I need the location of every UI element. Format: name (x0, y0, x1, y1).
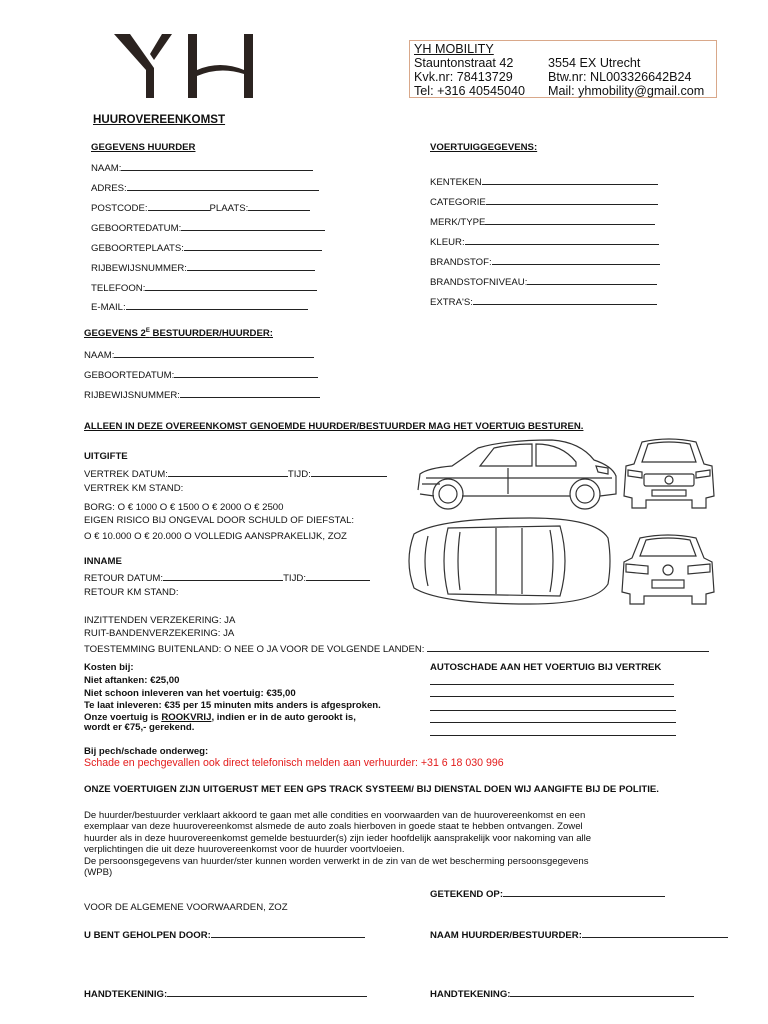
second-heading-post: BESTUURDER/HUURDER: (149, 328, 273, 340)
renter-adres-field[interactable] (127, 181, 319, 191)
renter-postcode-row (91, 201, 310, 214)
handtekening-left-field[interactable] (167, 987, 367, 997)
vehicle-kenteken-row (430, 175, 658, 188)
borg-options[interactable]: BORG: O € 1000 O € 1500 O € 2000 O € 2500 (84, 502, 284, 513)
second-geboortedatum-row (84, 368, 318, 381)
car-front-view-diagram (620, 436, 718, 512)
company-tel: Tel: +316 40545040 (414, 84, 525, 98)
gps-notice: ONZE VOERTUIGEN ZIJN UITGERUST MET EEN GPS TRACK SYSTEEM/ BIJ DIENSTAL DOEN WIJ AANGIFTE BIJ DE POLITIE. (84, 784, 659, 795)
ruit-banden-verzekering: RUIT-BANDENVERZEKERING: JA (84, 628, 235, 639)
car-side-view-diagram (412, 438, 620, 512)
second-naam-label: NAAM: (84, 350, 115, 361)
renter-postcode-label: POSTCODE: (91, 203, 148, 214)
retour-datum-field[interactable] (163, 571, 283, 581)
renter-rijbewijs-row (91, 261, 315, 274)
cost-aftanken: Niet aftanken: €25,00 (84, 675, 180, 686)
document-title: HUUROVEREENKOMST (93, 113, 226, 126)
renter-telefoon-field[interactable] (145, 281, 317, 291)
costs-heading: Kosten bij: (84, 662, 134, 673)
buitenland-label: TOESTEMMING BUITENLAND: O NEE O JA VOOR DE VOLGENDE LANDEN: (84, 644, 425, 655)
renter-rijbewijs-label: RIJBEWIJSNUMMER: (91, 263, 187, 274)
renter-email-row (91, 300, 308, 313)
vehicle-kenteken-label: KENTEKEN (430, 177, 482, 188)
renter-geboorteplaats-field[interactable] (184, 241, 322, 251)
naam-huurder-field[interactable] (582, 928, 728, 938)
vehicle-kenteken-field[interactable] (482, 175, 658, 185)
declaration-line: exemplaar van deze huurovereenkomst alsmede de auto zoals hierboven in goede staat te hebben ontvangen. Zowel (84, 821, 583, 833)
renter-rijbewijs-field[interactable] (187, 261, 315, 271)
company-street: Stauntonstraat 42 (414, 56, 514, 70)
damage-heading: AUTOSCHADE AAN HET VOERTUIG BIJ VERTREK (430, 662, 662, 673)
vehicle-niveau-label: BRANDSTOFNIVEAU: (430, 277, 528, 288)
vehicle-kleur-field[interactable] (465, 235, 659, 245)
geholpen-row (84, 928, 365, 941)
renter-heading: GEGEVENS HUURDER (91, 142, 196, 153)
getekend-field[interactable] (503, 887, 665, 897)
geholpen-field[interactable] (211, 928, 365, 938)
vehicle-kleur-row (430, 235, 659, 248)
handtekening-right-label: HANDTEKENING: (430, 989, 511, 1000)
second-geboortedatum-field[interactable] (174, 368, 318, 378)
inzittenden-verzekering: INZITTENDEN VERZEKERING: JA (84, 615, 236, 626)
company-btw: Btw.nr: NL003326642B24 (548, 70, 692, 84)
rook-pre: Onze voertuig is (84, 712, 162, 723)
renter-email-field[interactable] (126, 300, 308, 310)
renter-plaats-field[interactable] (248, 201, 310, 211)
vertrek-tijd-field[interactable] (311, 467, 387, 477)
vertrek-row (84, 467, 387, 480)
vehicle-extras-label: EXTRA'S: (430, 297, 473, 308)
geholpen-label: U BENT GEHOLPEN DOOR: (84, 930, 211, 941)
voorwaarden-note: VOOR DE ALGEMENE VOORWAARDEN, ZOZ (84, 902, 288, 913)
cost-schoon: Niet schoon inleveren van het voertuig: €35,00 (84, 688, 296, 699)
second-geboortedatum-label: GEBOORTEDATUM: (84, 370, 175, 381)
rook-word: ROOKVRIJ (161, 712, 212, 723)
vertrek-datum-field[interactable] (168, 467, 288, 477)
getekend-row (430, 887, 665, 900)
second-driver-heading (84, 326, 273, 339)
vehicle-brandstof-label: BRANDSTOF: (430, 257, 492, 268)
renter-plaats-label: PLAATS: (209, 203, 249, 214)
renter-geboortedatum-row (91, 221, 325, 234)
declaration-line: De persoonsgegevens van huurder/ster kunnen worden verwerkt in de zin van de wet bescherming persoonsgegevens (84, 855, 589, 867)
naam-huurder-row (430, 928, 728, 941)
eigen-risico-label: EIGEN RISICO BIJ ONGEVAL DOOR SCHULD OF DIEFSTAL: (84, 515, 355, 526)
vehicle-brandstof-field[interactable] (492, 255, 660, 265)
renter-email-label: E-MAIL: (91, 302, 126, 313)
getekend-label: GETEKEND OP: (430, 889, 504, 900)
declaration-text (84, 810, 674, 878)
renter-geboorteplaats-row (91, 241, 322, 254)
damage-line-4[interactable] (430, 722, 676, 723)
damage-line-2[interactable] (430, 696, 674, 697)
vertrek-tijd-label: TIJD: (287, 469, 311, 480)
vehicle-extras-field[interactable] (473, 295, 657, 305)
vehicle-merk-row (430, 215, 655, 228)
renter-telefoon-row (91, 281, 317, 294)
vertrek-datum-label: VERTREK DATUM: (84, 469, 168, 480)
vehicle-kleur-label: KLEUR: (430, 237, 465, 248)
renter-adres-row (91, 181, 319, 194)
company-city: 3554 EX Utrecht (548, 56, 641, 70)
company-logo (110, 30, 270, 106)
rook-post: , indien er in de auto gerookt is, (211, 712, 356, 723)
car-rear-view-diagram (618, 532, 718, 608)
renter-naam-row (91, 161, 313, 174)
second-naam-field[interactable] (114, 348, 314, 358)
driver-notice: ALLEEN IN DEZE OVEREENKOMST GENOEMDE HUURDER/BESTUURDER MAG HET VOERTUIG BESTUREN. (84, 421, 584, 432)
declaration-line: verplichtingen die uit deze huurovereenkomst voor de huurder voortvloeien. (84, 844, 405, 856)
vehicle-categorie-field[interactable] (486, 195, 658, 205)
renter-naam-label: NAAM: (91, 163, 122, 174)
inname-heading: INNAME (84, 556, 122, 567)
company-name: YH MOBILITY (414, 42, 494, 56)
declaration-line: (WPB) (84, 867, 113, 879)
breakdown-contact: Schade en pechgevallen ook direct telefonisch melden aan verhuurder: +31 6 18 030 996 (84, 757, 504, 769)
cost-laat: Te laat inleveren: €35 per 15 minuten mits anders is afgesproken. (84, 700, 381, 711)
vehicle-niveau-field[interactable] (527, 275, 657, 285)
vehicle-niveau-row (430, 275, 657, 288)
renter-telefoon-label: TELEFOON: (91, 283, 146, 294)
renter-postcode-field[interactable] (148, 201, 210, 211)
handtekening-right-field[interactable] (510, 987, 694, 997)
vehicle-extras-row (430, 295, 657, 308)
vehicle-merk-field[interactable] (485, 215, 655, 225)
handtekening-right-row (430, 987, 694, 1000)
vehicle-brandstof-row (430, 255, 660, 268)
retour-row (84, 571, 370, 584)
renter-adres-label: ADRES: (91, 183, 127, 194)
handtekening-left-row (84, 987, 367, 1000)
vehicle-categorie-label: CATEGORIE (430, 197, 486, 208)
damage-line-3[interactable] (430, 710, 676, 711)
second-rijbewijs-row (84, 388, 320, 401)
vehicle-categorie-row (430, 195, 658, 208)
cost-rook-line2: wordt er €75,- gerekend. (84, 722, 195, 733)
retour-km-label: RETOUR KM STAND: (84, 587, 179, 598)
retour-tijd-field[interactable] (306, 571, 370, 581)
retour-datum-label: RETOUR DATUM: (84, 573, 164, 584)
second-heading-sup: E (145, 328, 150, 334)
yh-logo-icon (110, 30, 270, 106)
renter-naam-field[interactable] (121, 161, 313, 171)
eigen-risico-options[interactable]: O € 10.000 O € 20.000 O VOLLEDIG AANSPRAKELIJK, ZOZ (84, 531, 347, 542)
second-naam-row (84, 348, 314, 361)
second-rijbewijs-label: RIJBEWIJSNUMMER: (84, 390, 180, 401)
buitenland-field[interactable] (427, 642, 709, 652)
uitgifte-heading: UITGIFTE (84, 451, 128, 462)
renter-geboortedatum-field[interactable] (181, 221, 325, 231)
handtekening-left-label: HANDTEKENINIG: (84, 989, 168, 1000)
company-kvk: Kvk.nr: 78413729 (414, 70, 513, 84)
second-heading-pre: GEGEVENS 2 (84, 328, 146, 340)
company-info-box (409, 40, 717, 98)
buitenland-row (84, 642, 709, 655)
breakdown-heading: Bij pech/schade onderweg: (84, 746, 209, 757)
renter-geboorteplaats-label: GEBOORTEPLAATS: (91, 243, 184, 254)
declaration-line: De huurder/bestuurder verklaart akkoord te gaan met alle condities en voorwaarden van de huurovereenkomst en een (84, 810, 586, 821)
renter-geboortedatum-label: GEBOORTEDATUM: (91, 223, 182, 234)
retour-tijd-label: TIJD: (283, 573, 306, 584)
second-rijbewijs-field[interactable] (180, 388, 320, 398)
vehicle-heading: VOERTUIGGEGEVENS: (430, 142, 538, 153)
damage-line-5[interactable] (430, 735, 676, 736)
naam-huurder-label: NAAM HUURDER/BESTUURDER: (430, 930, 582, 941)
damage-line-1[interactable] (430, 684, 674, 685)
car-top-view-diagram (400, 514, 612, 608)
vertrek-km-label: VERTREK KM STAND: (84, 483, 184, 494)
vehicle-merk-label: MERK/TYPE (430, 217, 486, 228)
company-mail: Mail: yhmobility@gmail.com (548, 84, 705, 98)
declaration-line: huurder als in deze huurovereenkomst gemelde bestuurder(s) zijn ieder hoofdelijk aansprakelijk voor nakoming van alle (84, 832, 592, 844)
